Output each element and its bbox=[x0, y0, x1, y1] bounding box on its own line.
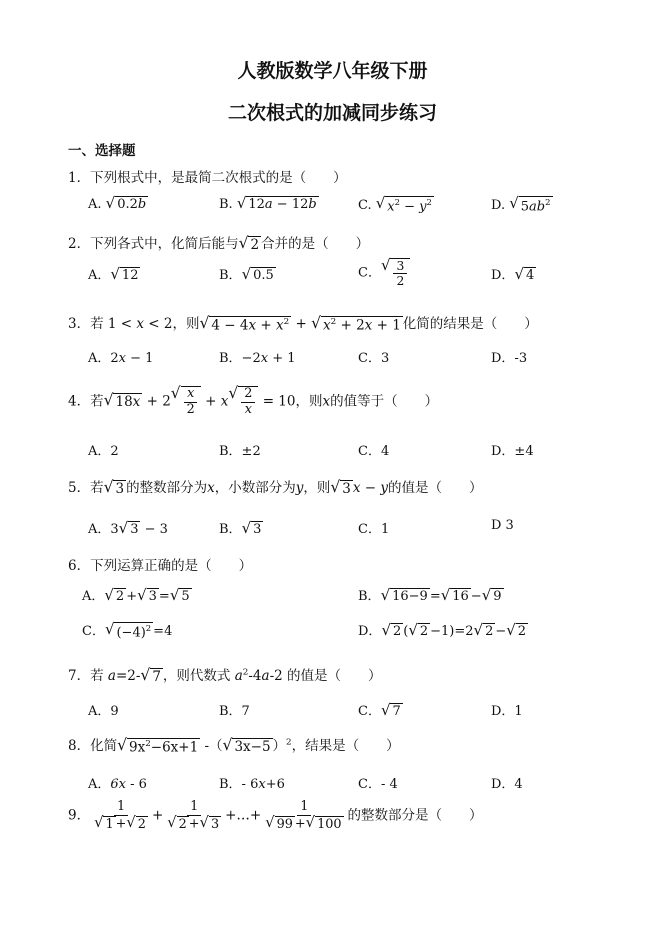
question-5-stem: 5．若 √ 3 的整数部分为x，小数部分为y，则 √ 3 x − y的值是（ ） bbox=[68, 477, 483, 497]
question-6-stem: 6．下列运算正确的是（ ） bbox=[68, 558, 253, 574]
question-2-option-b: B． √ 0.5 bbox=[219, 265, 274, 284]
question-8-option-a: A．6x - 6 bbox=[88, 777, 147, 792]
question-6-option-c: C． √ $(-4)^2$ =4 bbox=[82, 620, 173, 641]
question-5-option-d: D 3 bbox=[491, 518, 514, 533]
question-5-option-b: B． √ 3 bbox=[219, 519, 262, 538]
question-8-stem: 8．化简 √ $9x^2-6x+1$ -（ √ 3x−5 ）$^2$，结果是（ ） bbox=[68, 735, 400, 756]
section-heading: 一、选择题 bbox=[68, 143, 136, 159]
question-2-option-c: C． √ $\frac{3}{2}$ bbox=[358, 258, 410, 288]
question-1-option-c: C. √ $x^2 - y^2$ bbox=[358, 194, 432, 215]
question-8-option-d: D．4 bbox=[491, 777, 523, 792]
question-2-option-d: D． √ 4 bbox=[491, 265, 535, 284]
question-3-option-a: A．2x − 1 bbox=[88, 351, 154, 366]
question-1-option-a: A. √ 0.2b bbox=[88, 194, 147, 212]
question-2-option-a: A． √ 12 bbox=[88, 265, 139, 284]
question-6-option-d: D． √ 2 ( √ 2 −1)=2 √ 2 − √ 2 bbox=[358, 621, 527, 640]
question-4-option-c: C．4 bbox=[358, 444, 390, 459]
question-5-option-a: A．3 √ 3 − 3 bbox=[88, 519, 168, 538]
question-3-option-b: B．−2x + 1 bbox=[219, 351, 296, 366]
question-4-stem: 4．若 √ 18x + 2 √ $\frac{x}{2}$ + x √ $\frac{2}{x}$ = 10，则x的值等于（ ） bbox=[68, 384, 439, 417]
question-3-option-d: D．-3 bbox=[491, 351, 528, 366]
question-7-option-d: D．1 bbox=[491, 704, 523, 719]
question-4-option-a: A．2 bbox=[88, 444, 119, 459]
question-3-stem: 3．若 1 < x < 2，则 √ $4 - 4x + x^2$ + √ $x^2 + 2x + 1$ 化简的结果是（ ） bbox=[68, 313, 538, 334]
question-6-option-b: B． √ 16−9 = √ 16 − √ 9 bbox=[358, 586, 502, 605]
question-1-option-d: D. √ $5ab^2$ bbox=[491, 194, 551, 215]
question-2-stem: 2．下列各式中，化简后能与 √ 2 合并的是（ ） bbox=[68, 233, 370, 253]
question-8-option-b: B．- 6x+6 bbox=[219, 777, 285, 792]
question-3-option-c: C．3 bbox=[358, 351, 390, 366]
question-5-option-c: C．1 bbox=[358, 522, 390, 537]
question-7-option-c: C． √ 7 bbox=[358, 701, 401, 720]
question-7-option-a: A．9 bbox=[88, 704, 119, 719]
question-4-option-b: B．±2 bbox=[219, 444, 261, 459]
question-1-stem: 1．下列根式中，是最简二次根式的是（ ） bbox=[68, 170, 347, 186]
question-9-stem: 9． 1 √ 1 + √ 2 + 1 √ 2 + √ 3 +…+ 1 √ 99 + √ 100 的整数部分是（ ） bbox=[68, 799, 483, 832]
question-1-option-b: B. √ 12a − 12b bbox=[219, 194, 317, 212]
page-title: 人教版数学八年级下册 bbox=[237, 60, 428, 82]
question-7-option-b: B．7 bbox=[219, 704, 250, 719]
question-4-option-d: D．±4 bbox=[491, 444, 534, 459]
question-6-option-a: A． √ 2 + √ 3 = √ 5 bbox=[82, 586, 190, 605]
page-subtitle: 二次根式的加减同步练习 bbox=[227, 102, 437, 124]
question-7-stem: 7．若 a=2- √ 7 ，则代数式 $a^2-4a-2$ 的值是（ ） bbox=[68, 665, 382, 685]
question-8-option-c: C．- 4 bbox=[358, 777, 398, 792]
